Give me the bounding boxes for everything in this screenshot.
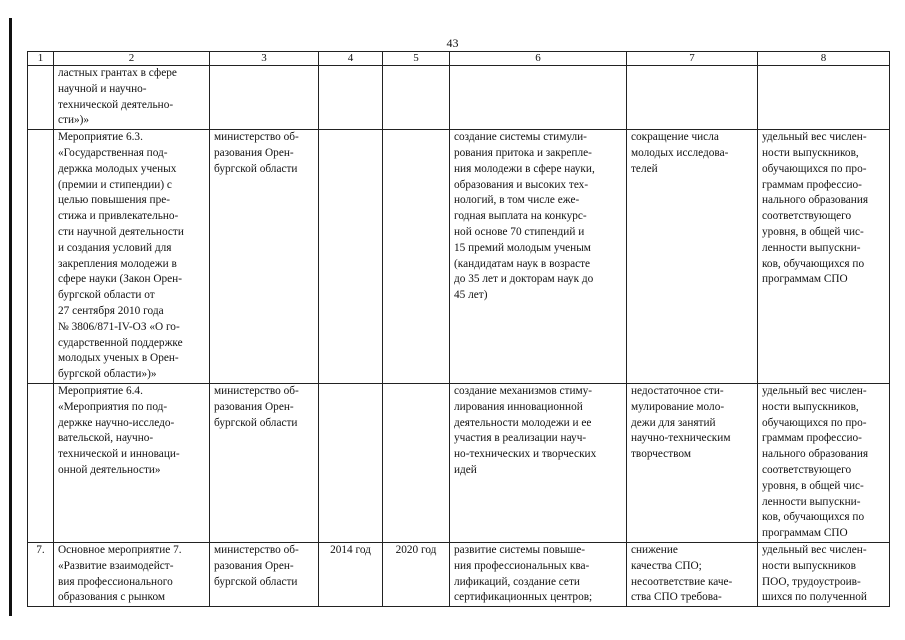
cell-text-line: министерство об- bbox=[214, 384, 299, 397]
cell-text-line: ности выпускников, bbox=[762, 146, 859, 159]
cell-text-line: сударственной поддержке bbox=[58, 336, 183, 349]
cell-text-line: № 3806/871-IV-ОЗ «О го- bbox=[58, 320, 180, 333]
expected-result-cell bbox=[450, 383, 627, 542]
row-number: 7. bbox=[28, 542, 54, 606]
cell-text-line: участия в реализации науч- bbox=[454, 432, 587, 445]
cell-text-line: программам СПО bbox=[762, 273, 848, 286]
cell-text-line: держке научно-исследо- bbox=[58, 416, 175, 429]
cell-text-line: уровня, в общей чис- bbox=[762, 479, 864, 492]
activity-cell bbox=[54, 542, 210, 606]
cell-text-line: научно-техническим bbox=[631, 432, 731, 445]
cell-text-line: вательской, научно- bbox=[58, 432, 154, 445]
cell-text-line: развитие системы повыше- bbox=[454, 543, 586, 556]
cell-text-line: министерство об- bbox=[214, 131, 299, 144]
cell-text-line: бургской области bbox=[214, 162, 298, 175]
header-cell: 8 bbox=[758, 52, 890, 66]
header-row bbox=[28, 52, 890, 66]
start-year-cell bbox=[319, 130, 383, 384]
consequences-cell bbox=[627, 383, 758, 542]
cell-text-line: ков, обучающихся по bbox=[762, 257, 865, 270]
cell-text-line: удельный вес числен- bbox=[762, 131, 867, 144]
cell-text-line: (кандидатам наук в возрасте bbox=[454, 257, 591, 270]
cell-text-line: лирования инновационной bbox=[454, 400, 583, 413]
consequences-cell bbox=[627, 542, 758, 606]
cell-text-line: качества СПО; bbox=[631, 559, 702, 572]
cell-text-line: удельный вес числен- bbox=[762, 543, 867, 556]
cell-text-line: удельный вес числен- bbox=[762, 384, 867, 397]
header-cell: 5 bbox=[383, 52, 450, 66]
table-row bbox=[28, 542, 890, 606]
cell-text-line: молодых исследова- bbox=[631, 146, 729, 159]
cell-text-line: создание системы стимули- bbox=[454, 131, 587, 144]
cell-text-line: шихся по полученной bbox=[762, 591, 867, 604]
cell-text-line: ластных грантах в сфере bbox=[58, 67, 177, 79]
cell-text-line: творчеством bbox=[631, 448, 691, 461]
cell-text-line: образования и высоких тех- bbox=[454, 178, 589, 191]
cell-text-line: разования Орен- bbox=[214, 559, 294, 572]
cell-text-line: несоответствие каче- bbox=[631, 575, 733, 588]
activity-cell bbox=[54, 66, 210, 130]
cell-text-line: ния молодежи в сфере науки, bbox=[454, 162, 595, 175]
cell-text-line: стижа и привлекательно- bbox=[58, 210, 179, 223]
cell-text-line: 45 лет) bbox=[454, 289, 488, 302]
cell-text-line: ПОО, трудоустроив- bbox=[762, 575, 861, 588]
cell-text-line: до 35 лет и докторам наук до bbox=[454, 273, 594, 286]
cell-text-line: годная выплата на конкурс- bbox=[454, 210, 587, 223]
cell-text-line: соответствующего bbox=[762, 210, 852, 223]
header-cell: 7 bbox=[627, 52, 758, 66]
cell-text-line: научной и научно- bbox=[58, 82, 147, 95]
cell-text-line: граммам профессио- bbox=[762, 432, 862, 445]
end-year-cell: 2020 год bbox=[383, 542, 450, 606]
program-table bbox=[27, 51, 890, 607]
table-row bbox=[28, 66, 890, 130]
indicator-cell bbox=[758, 130, 890, 384]
executor-cell bbox=[210, 130, 319, 384]
cell-text-line: «Государственная под- bbox=[58, 146, 168, 159]
expected-result-cell bbox=[450, 66, 627, 130]
cell-text-line: Мероприятие 6.4. bbox=[58, 384, 143, 397]
activity-cell bbox=[54, 383, 210, 542]
cell-text-line: Мероприятие 6.3. bbox=[58, 131, 143, 144]
cell-text-line: обучающихся по про- bbox=[762, 162, 867, 175]
cell-text-line: бургской области bbox=[214, 416, 298, 429]
cell-text-line: молодых ученых в Орен- bbox=[58, 352, 179, 365]
cell-text-line: обучающихся по про- bbox=[762, 416, 867, 429]
start-year-cell bbox=[319, 66, 383, 130]
cell-text-line: сти»)» bbox=[58, 114, 90, 127]
cell-text-line: онной деятельности» bbox=[58, 463, 161, 476]
header-cell: 1 bbox=[28, 52, 54, 66]
cell-text-line: разования Орен- bbox=[214, 400, 294, 413]
cell-text-line: 27 сентября 2010 года bbox=[58, 304, 164, 317]
cell-text-line: сертификационных центров; bbox=[454, 591, 593, 604]
header-cell: 3 bbox=[210, 52, 319, 66]
cell-text-line: (премии и стипендии) с bbox=[58, 178, 172, 191]
cell-text-line: разования Орен- bbox=[214, 146, 294, 159]
cell-text-line: держка молодых ученых bbox=[58, 162, 177, 175]
cell-text-line: Основное мероприятие 7. bbox=[58, 543, 182, 556]
cell-text-line: соответствующего bbox=[762, 463, 852, 476]
cell-text-line: граммам профессио- bbox=[762, 178, 862, 191]
cell-text-line: нального образования bbox=[762, 448, 869, 461]
cell-text-line: деятельности молодежи и ее bbox=[454, 416, 592, 429]
header-cell: 6 bbox=[450, 52, 627, 66]
cell-text-line: нального образования bbox=[762, 194, 869, 207]
cell-text-line: вия профессионального bbox=[58, 575, 173, 588]
cell-text-line: сфере науки (Закон Орен- bbox=[58, 273, 182, 286]
cell-text-line: ной основе 70 стипендий и bbox=[454, 225, 585, 238]
cell-text-line: бургской области от bbox=[58, 289, 155, 302]
header-cell: 2 bbox=[54, 52, 210, 66]
cell-text-line: сти научной деятельности bbox=[58, 225, 184, 238]
cell-text-line: программам СПО bbox=[762, 527, 848, 540]
cell-text-line: дежи для занятий bbox=[631, 416, 716, 429]
cell-text-line: идей bbox=[454, 463, 477, 476]
activity-cell bbox=[54, 130, 210, 384]
cell-text-line: лификаций, создание сети bbox=[454, 575, 580, 588]
left-margin-bar bbox=[9, 18, 12, 616]
cell-text-line: и создания условий для bbox=[58, 241, 172, 254]
row-number bbox=[28, 383, 54, 542]
cell-text-line: сокращение числа bbox=[631, 131, 719, 144]
table-row bbox=[28, 383, 890, 542]
cell-text-line: ства СПО требова- bbox=[631, 591, 722, 604]
executor-cell bbox=[210, 383, 319, 542]
indicator-cell bbox=[758, 66, 890, 130]
cell-text-line: нологий, в том числе еже- bbox=[454, 194, 580, 207]
executor-cell bbox=[210, 66, 319, 130]
page-number: 43 bbox=[446, 36, 459, 50]
start-year-cell bbox=[319, 383, 383, 542]
cell-text-line: но-технических и творческих bbox=[454, 448, 597, 461]
cell-text-line: уровня, в общей чис- bbox=[762, 225, 864, 238]
end-year-cell bbox=[383, 130, 450, 384]
row-number bbox=[28, 66, 54, 130]
cell-text-line: снижение bbox=[631, 543, 678, 556]
cell-text-line: ности выпускников, bbox=[762, 400, 859, 413]
expected-result-cell bbox=[450, 542, 627, 606]
header-cell: 4 bbox=[319, 52, 383, 66]
cell-text-line: недостаточное сти- bbox=[631, 384, 724, 397]
indicator-cell bbox=[758, 383, 890, 542]
cell-text-line: рования притока и закрепле- bbox=[454, 146, 592, 159]
cell-text-line: «Мероприятия по под- bbox=[58, 400, 168, 413]
cell-text-line: бургской области»)» bbox=[58, 368, 157, 381]
cell-text-line: закрепления молодежи в bbox=[58, 257, 177, 270]
indicator-cell bbox=[758, 542, 890, 606]
start-year-cell: 2014 год bbox=[319, 542, 383, 606]
consequences-cell bbox=[627, 130, 758, 384]
executor-cell bbox=[210, 542, 319, 606]
cell-text-line: ленности выпускни- bbox=[762, 241, 861, 254]
consequences-cell bbox=[627, 66, 758, 130]
cell-text-line: образования с рынком bbox=[58, 591, 166, 604]
cell-text-line: технической и инноваци- bbox=[58, 448, 180, 461]
cell-text-line: ков, обучающихся по bbox=[762, 511, 865, 524]
cell-text-line: бургской области bbox=[214, 575, 298, 588]
cell-text-line: 15 премий молодым ученым bbox=[454, 241, 591, 254]
cell-text-line: ния профессиональных ква- bbox=[454, 559, 590, 572]
cell-text-line: технической деятельно- bbox=[58, 98, 174, 111]
cell-text-line: ности выпускников bbox=[762, 559, 856, 572]
cell-text-line: телей bbox=[631, 162, 658, 175]
expected-result-cell bbox=[450, 130, 627, 384]
end-year-cell bbox=[383, 66, 450, 130]
cell-text-line: мулирование моло- bbox=[631, 400, 725, 413]
end-year-cell bbox=[383, 383, 450, 542]
cell-text-line: ленности выпускни- bbox=[762, 495, 861, 508]
cell-text-line: «Развитие взаимодейст- bbox=[58, 559, 174, 572]
cell-text-line: министерство об- bbox=[214, 543, 299, 556]
cell-text-line: создание механизмов стиму- bbox=[454, 384, 593, 397]
table-row bbox=[28, 130, 890, 384]
cell-text-line: целью повышения пре- bbox=[58, 194, 171, 207]
row-number bbox=[28, 130, 54, 384]
